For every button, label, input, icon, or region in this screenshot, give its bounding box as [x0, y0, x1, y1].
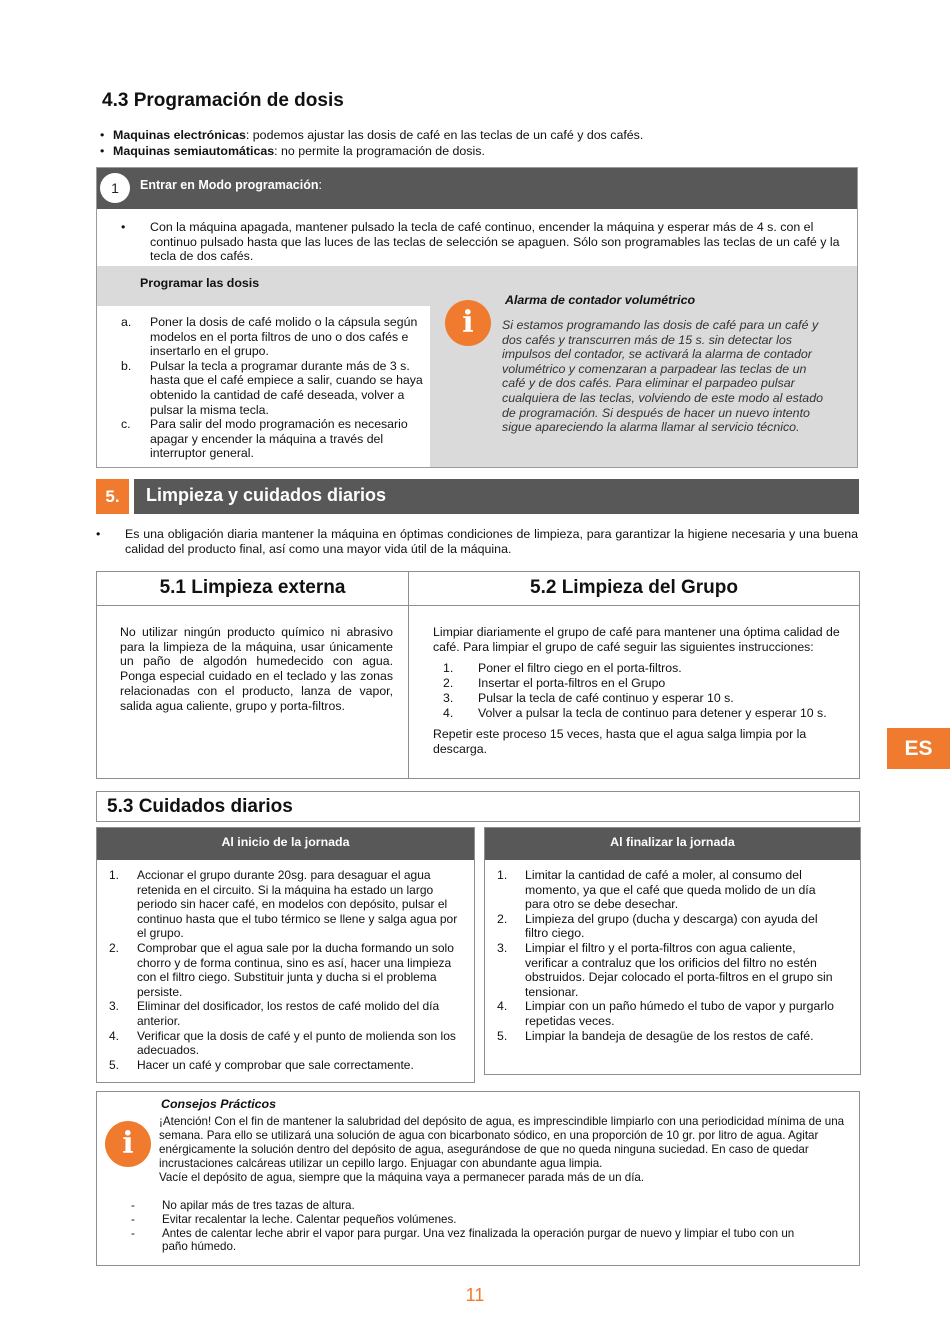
- list-item: 2. Limpieza del grupo (ducha y descarga) con ayuda del filtro ciego.: [497, 911, 818, 941]
- enter-programming-text: • Con la máquina apagada, mantener pulsado la tecla de café continuo, encender la máquina y esperar más de 4 s. con el continuo pulsado hasta que las luces de las teclas de selección se apaguen. Sólo son programables las teclas de un café y la tecla de dos cafés.: [121, 220, 854, 264]
- end-of-day-box: [484, 827, 861, 1075]
- program-steps-list: [97, 315, 427, 461]
- section-title-4-3: 4.3 Programación de dosis: [102, 90, 344, 111]
- list-item: 5. Limpiar la bandeja de desagüe de los restos de café.: [497, 1028, 814, 1043]
- practical-tips-box: [96, 1091, 860, 1266]
- list-item: 4. Limpiar con un paño húmedo el tubo de vapor y purgarlo repetidas veces.: [497, 999, 834, 1028]
- list-item: - Evitar recalentar la leche. Calentar pequeños volúmenes.: [131, 1212, 457, 1226]
- practical-tips-list: [131, 1199, 821, 1254]
- list-item: b. Pulsar la tecla a programar durante más de 3 s. hasta que el café empiece a salir, cuando se haya obtenido la cantidad de café deseada, volver a pulsar la misma tecla.: [121, 358, 423, 417]
- list-item: 5. Hacer un café y comprobar que sale correctamente.: [109, 1057, 414, 1072]
- list-item: 3. Limpiar el filtro y el porta-filtros con agua caliente, verificar a contraluz que los orificios del filtro no estén obstruidos. Dejar colocado el porta-filtros en el grupo sin tensionar.: [497, 940, 833, 999]
- list-item: • Maquinas electrónicas: podemos ajustar las dosis de café en las teclas de un café y dos cafés.: [100, 127, 643, 143]
- external-cleaning-text: No utilizar ningún producto químico ni abrasivo para la limpieza de la máquina, usar únicamente un paño de algodón humedecido con agua. Ponga especial cuidado en el teclado y las zonas relacionadas con el producto, lanza de vapor, salida agua caliente, grupo y porta-filtros.: [120, 625, 393, 713]
- section-header-5: [134, 479, 859, 514]
- start-of-day-box: [96, 827, 475, 1083]
- section-title-5: Limpieza y cuidados diarios: [146, 485, 387, 505]
- group-cleaning-outro: Repetir este proceso 15 veces, hasta que el agua salga limpia por la descarga.: [433, 727, 807, 756]
- list-item: 3. Pulsar la tecla de café continuo y esperar 10 s.: [443, 690, 734, 705]
- header-divider: [97, 605, 859, 606]
- list-item: a. Poner la dosis de café molido o la cápsula según modelos en el porta filtros de uno o dos cafés e insertarlo en el grupo.: [121, 315, 418, 359]
- list-item: 2. Comprobar que el agua sale por la ducha formando un solo chorro y de forma continua, sino es así, hacer una limpieza con el filtro ciego. Substituir junta y ducha si el problema persiste.: [109, 940, 454, 999]
- cleaning-table: [96, 571, 860, 779]
- enter-programming-title: Entrar en Modo programación:: [140, 178, 322, 192]
- section-title-5-3: 5.3 Cuidados diarios: [107, 796, 293, 817]
- practical-tips-text: ¡Atención! Con el fin de mantener la salubridad del depósito de agua, es imprescindible limpiarlo con una periodicidad mínima de una semana. Para ello se utilizará una solución de agua con bicarbonato sódico, en una proporción de 10 gr. por litro de agua. Agitar enérgicamente la solución dentro del depósito de agua, asegurándose de que no queda ninguna suciedad. En caso de quedar incrustaciones calcáreas utilizar un cepillo largo. Enjuagar con abundante agua limpia. Vacíe el depósito de agua, siempre que la máquina vaya a permanecer parada más de un día.: [159, 1115, 845, 1184]
- list-item: 4. Volver a pulsar la tecla de continuo para detener y esperar 10 s.: [443, 705, 827, 720]
- program-doses-title: Programar las dosis: [140, 276, 260, 290]
- group-cleaning-title: 5.2 Limpieza del Grupo: [530, 577, 738, 598]
- list-item: 3. Eliminar del dosificador, los restos de café molido del día anterior.: [109, 999, 440, 1028]
- end-of-day-title: Al finalizar la jornada: [485, 828, 860, 860]
- start-of-day-list: [97, 868, 465, 1072]
- page-number: 11: [465, 1285, 485, 1305]
- group-cleaning-intro: Limpiar diariamente el grupo de café para mantener una óptima calidad de café. Para limpiar el grupo de café seguir las siguientes instrucciones:: [433, 625, 840, 654]
- language-tab: ES: [887, 728, 950, 769]
- programming-box-header: [97, 168, 857, 209]
- section-5-intro: • Es una obligación diaria mantener la máquina en óptimas condiciones de limpieza, para garantizar la higiene necesaria y una buena calidad del producto final, así como una mayor vida útil de la máquina.: [96, 527, 858, 557]
- list-item: c. Para salir del modo programación es necesario apagar y encender la máquina a través del interruptor general.: [121, 417, 408, 461]
- alarm-title: Alarma de contador volumétrico: [505, 293, 696, 307]
- step-number-badge: 1: [100, 173, 130, 203]
- start-of-day-title: Al inicio de la jornada: [97, 828, 474, 860]
- list-item: - No apilar más de tres tazas de altura.: [131, 1199, 355, 1212]
- external-cleaning-title: 5.1 Limpieza externa: [159, 577, 346, 598]
- section-header-5-3: [96, 791, 860, 822]
- end-of-day-list: [485, 868, 835, 1043]
- group-cleaning-content: [433, 625, 845, 757]
- column-divider: [408, 572, 409, 778]
- group-cleaning-steps: [433, 661, 845, 720]
- machine-type-list: [100, 127, 643, 159]
- list-item: • Maquinas semiautomáticas: no permite la programación de dosis.: [100, 143, 643, 159]
- list-item: 1. Poner el filtro ciego en el porta-filtros.: [443, 661, 682, 676]
- practical-tips-title: Consejos Prácticos: [161, 1097, 277, 1111]
- list-item: - Antes de calentar leche abrir el vapor para purgar. Una vez finalizada la operación purgar de nuevo y limpiar el tubo con un paño húmedo.: [131, 1226, 795, 1254]
- list-item: 4. Verificar que la dosis de café y el punto de molienda son los adecuados.: [109, 1028, 456, 1058]
- info-icon: i: [105, 1121, 151, 1167]
- programming-box: [96, 167, 858, 468]
- section-number-5: 5.: [96, 479, 129, 514]
- list-item: 2. Insertar el porta-filtros en el Grupo: [443, 676, 666, 691]
- list-item: 1. Accionar el grupo durante 20sg. para desaguar el agua retenida en el circuito. Si la máquina ha estado un largo periodo sin hacer café, en modelos con depósito, pulsar el continuo hasta que el tubo térmico se llene y salga agua por el grupo.: [109, 868, 458, 941]
- list-item: 1. Limitar la cantidad de café a moler, al consumo del momento, ya que el café que queda molido de un día para otro se debe desechar.: [497, 868, 816, 912]
- alarm-text: Si estamos programando las dosis de café para un café y dos cafés y transcurren más de 15 s. sin detectar los impulsos del contador, se activará la alarma de contador volumétrico y comenzaran a parpadear las teclas de un café y de dos cafés. Para eliminar el parpadeo pulsar cualquiera de las teclas, volviendo de este modo al estado de programación. Si después de hacer un nuevo intento sigue apareciendo la alarma llamar al servicio técnico.: [502, 318, 823, 435]
- info-icon: i: [445, 300, 491, 346]
